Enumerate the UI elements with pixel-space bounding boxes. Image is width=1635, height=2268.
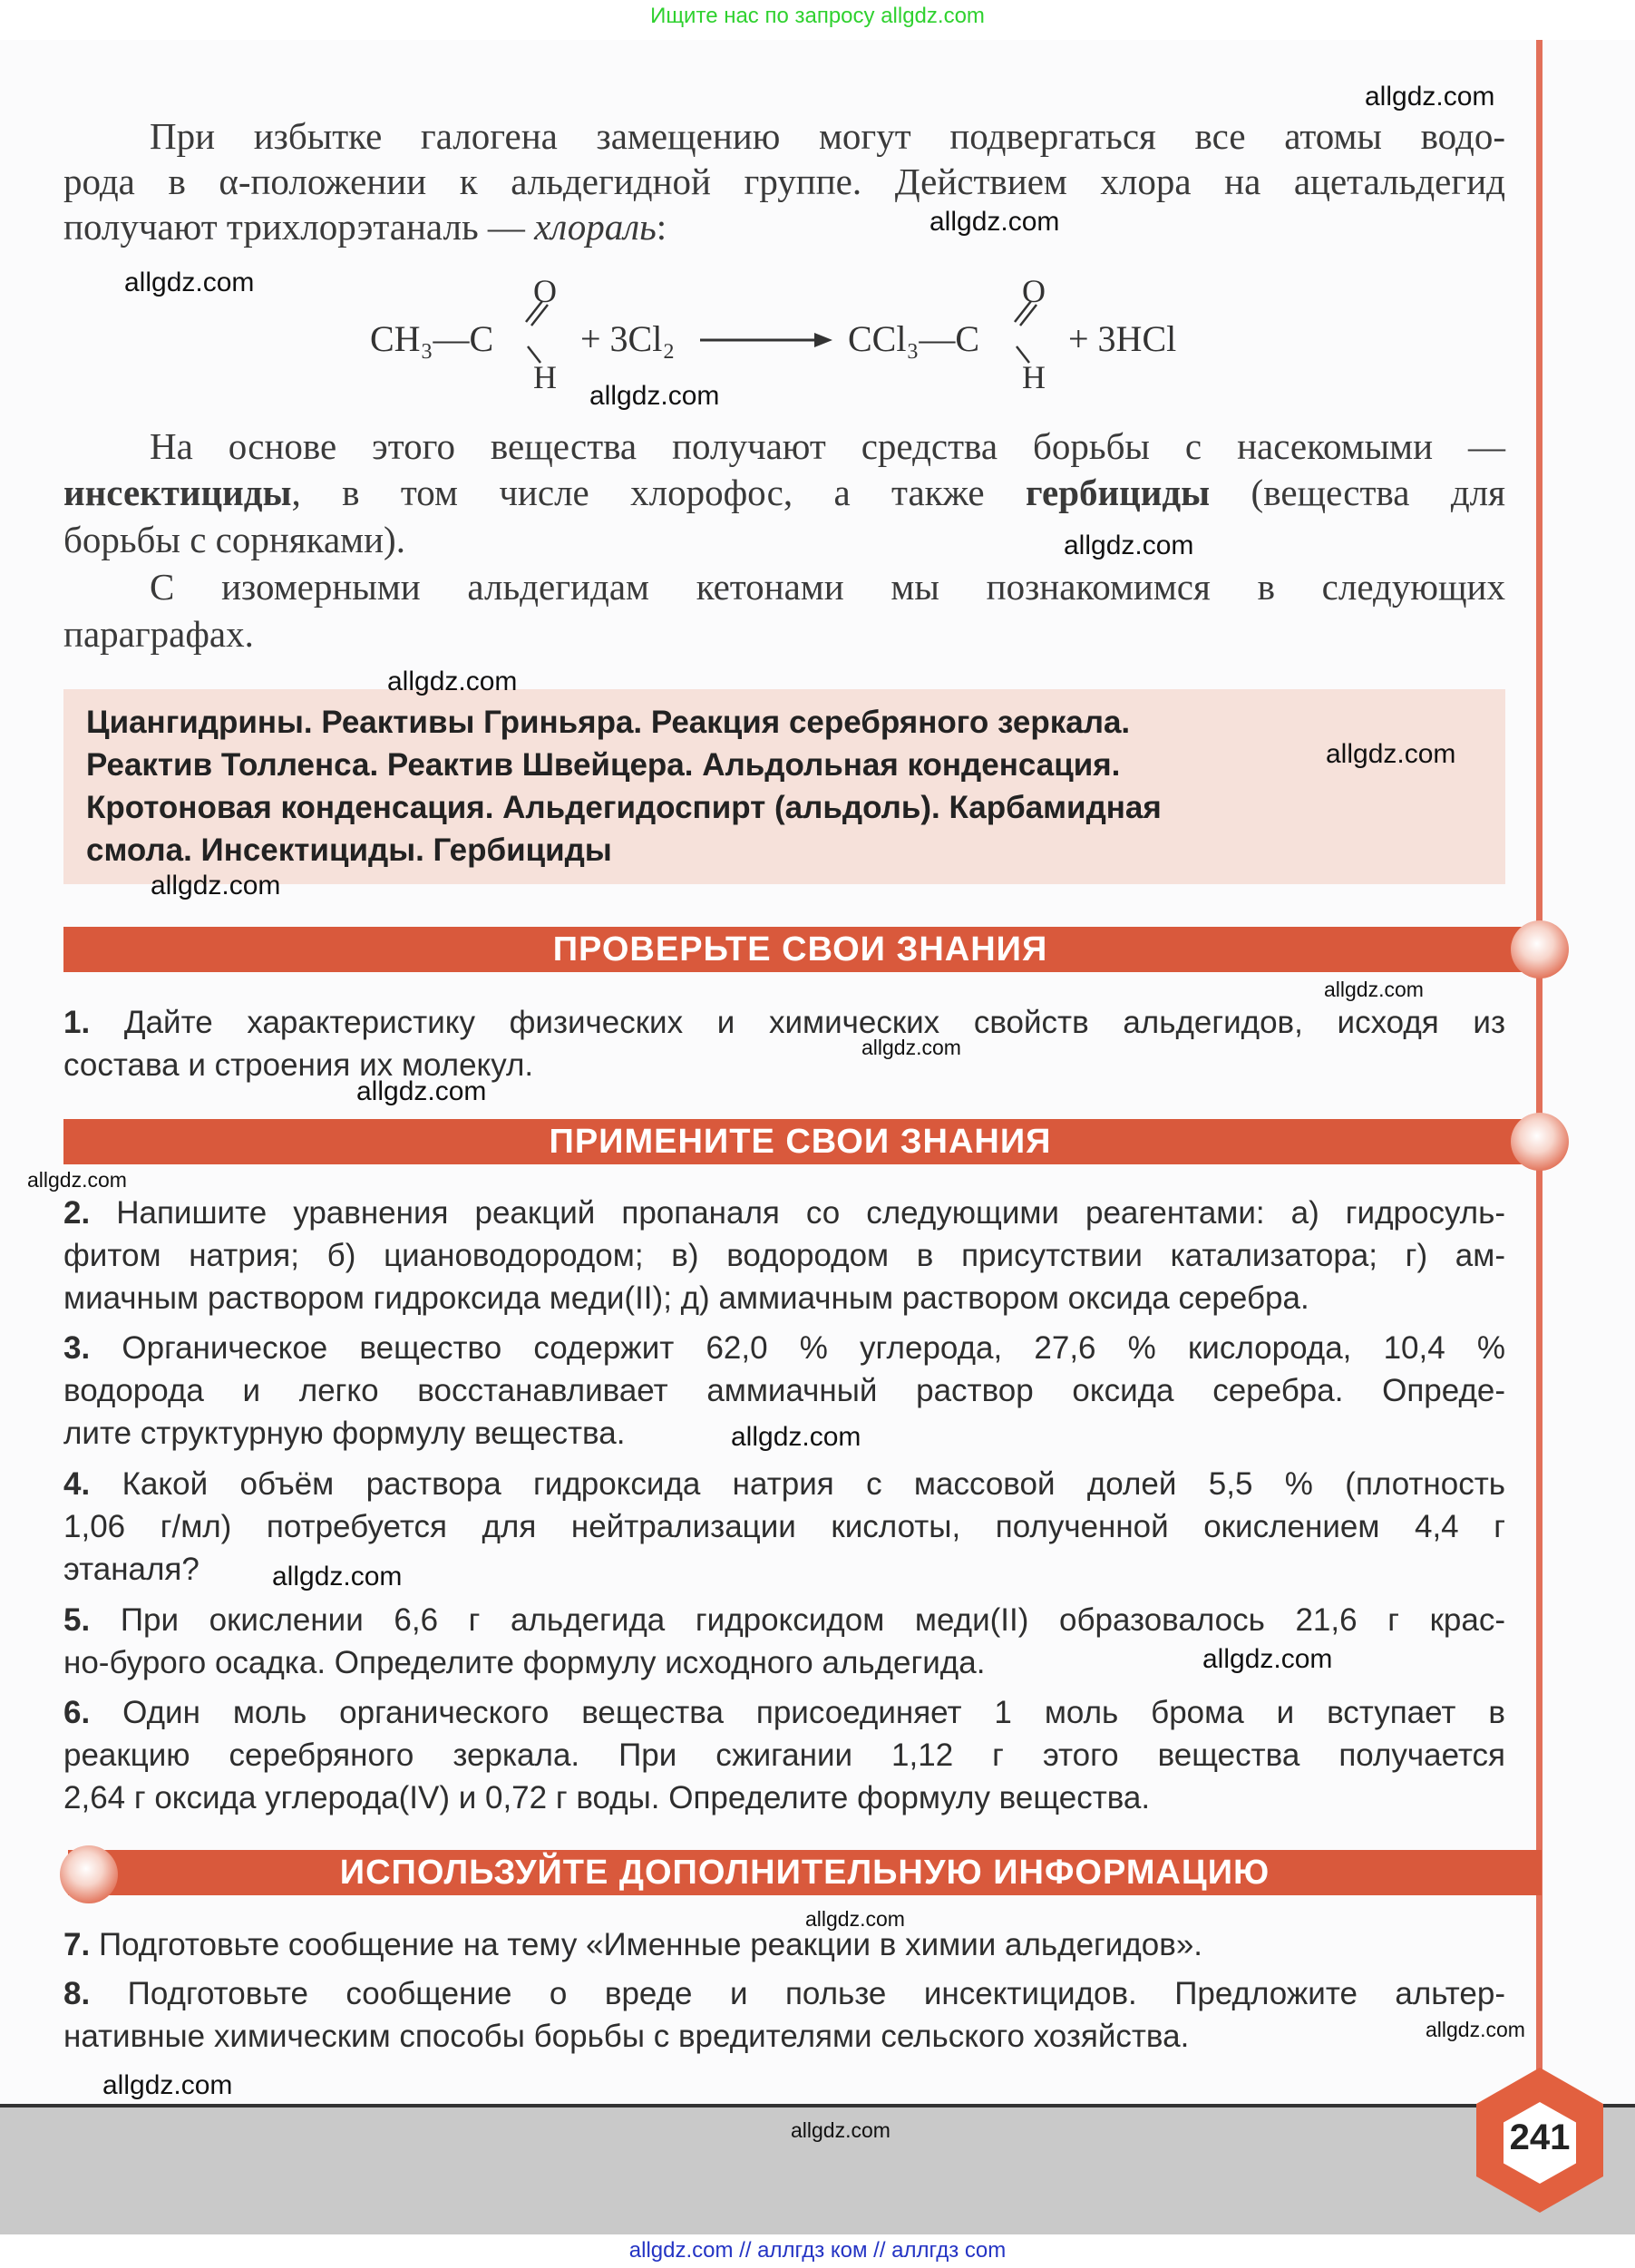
reagent: + 3Cl₂ xyxy=(580,318,676,359)
watermark: allgdz.com xyxy=(929,207,1060,237)
question-8-line xyxy=(63,2016,1505,2058)
oxygen-1: O xyxy=(533,273,557,309)
para2-mid: , в том числе хлорофос, а также xyxy=(291,472,1026,513)
para2-end: (вещества для xyxy=(1210,472,1505,513)
para1-line1: При избытке галогена замещению могут подвергаться все атомы водо- xyxy=(150,115,1505,157)
question-number: 8. xyxy=(63,1976,91,2011)
footer-links[interactable]: allgdz.com // аллгдз ком // аллгдз com xyxy=(628,2238,1007,2263)
bond-lines xyxy=(508,299,1143,381)
question-text: Дайте характеристику физических и химических свойств альдегидов, исходя из xyxy=(123,1005,1505,1040)
watermark: allgdz.com xyxy=(356,1076,487,1106)
watermark: allgdz.com xyxy=(1365,82,1495,112)
watermark: allgdz.com xyxy=(1202,1644,1333,1674)
question-4-line xyxy=(63,1506,1505,1548)
para3-line1: С изомерными альдегидам кетонами мы познакомимся в следующих xyxy=(150,566,1505,608)
para1-text: получают трихлорэтаналь — xyxy=(63,206,535,248)
watermark: allgdz.com xyxy=(124,268,255,297)
question-2-line xyxy=(63,1235,1505,1277)
question-text: Подготовьте сообщение о вреде и пользе инсектицидов. Предложите альтер- xyxy=(127,1976,1506,2011)
question-text: фитом натрия; б) циановодородом; в) водородом в присутствии катализатора; г) ам- xyxy=(63,1238,1505,1273)
question-number: 5. xyxy=(63,1602,91,1638)
question-text: лите структурную формулу вещества. xyxy=(63,1416,626,1451)
watermark: allgdz.com xyxy=(151,871,281,900)
question-text: 1,06 г/мл) потребуется для нейтрализации кислоты, полученной окислением 4,4 г xyxy=(63,1509,1505,1544)
para3-line2: параграфах. xyxy=(63,613,254,655)
question-6-line xyxy=(63,1735,1505,1776)
question-3-line xyxy=(63,1370,1505,1412)
reactant: CH₃—C xyxy=(370,318,494,359)
question-text: 2,64 г оксида углерода(IV) и 0,72 г воды. Определите формулу вещества. xyxy=(63,1780,1151,1815)
question-number: 4. xyxy=(63,1466,91,1502)
question-text: Какой объём раствора гидроксида натрия с массовой долей 5,5 % (плотность xyxy=(122,1466,1505,1502)
para1-line3 xyxy=(63,204,1505,249)
watermark: allgdz.com xyxy=(272,1562,403,1591)
question-2-line xyxy=(63,1192,1505,1234)
keywords-line: Реактив Толленса. Реактив Швейцера. Альдольная конденсация. xyxy=(86,747,1121,783)
watermark: allgdz.com xyxy=(387,667,518,696)
section-check-knowledge: ПРОВЕРЬТЕ СВОИ ЗНАНИЯ xyxy=(63,927,1537,972)
insecticides-term: инсектициды xyxy=(63,472,292,513)
question-text: Напишите уравнения реакций пропаналя со следующими реагентами: а) гидросуль- xyxy=(116,1195,1505,1231)
question-number: 3. xyxy=(63,1330,91,1366)
page-number: 241 xyxy=(1509,2117,1571,2157)
bullet-circle-icon xyxy=(1511,920,1569,978)
question-number: 6. xyxy=(63,1695,91,1730)
watermark: allgdz.com xyxy=(589,381,720,411)
watermark: allgdz.com xyxy=(805,1907,905,1931)
question-number: 2. xyxy=(63,1195,91,1231)
question-text: состава и строения их молекул. xyxy=(63,1047,534,1083)
keywords-line: Циангидрины. Реактивы Гриньяра. Реакция серебряного зеркала. xyxy=(86,705,1131,740)
watermark: allgdz.com xyxy=(861,1036,961,1059)
question-text: нативные химическим способы борьбы с вредителями сельского хозяйства. xyxy=(63,2019,1190,2054)
bullet-circle-icon xyxy=(60,1845,118,1903)
question-text: реакцию серебряного зеркала. При сжигании 1,12 г этого вещества получается xyxy=(63,1738,1505,1773)
hydrogen-1: H xyxy=(533,359,557,395)
top-banner[interactable]: Ищите нас по запросу allgdz.com xyxy=(650,4,985,28)
watermark: allgdz.com xyxy=(1426,2018,1525,2041)
keywords-line: смола. Инсектициды. Гербициды xyxy=(86,832,612,868)
para2-line3: борьбы с сорняками). xyxy=(63,519,405,560)
question-2-line xyxy=(63,1278,1505,1319)
question-text: но-бурого осадка. Определите формулу исходного альдегида. xyxy=(63,1645,986,1680)
para2-line2 xyxy=(63,470,1505,515)
question-number: 1. xyxy=(63,1005,91,1040)
question-6-line xyxy=(63,1777,1505,1819)
hydrogen-2: H xyxy=(1022,359,1046,395)
watermark: allgdz.com xyxy=(1326,739,1456,769)
question-text: При окислении 6,6 г альдегида гидроксидом меди(II) образовалось 21,6 г крас- xyxy=(120,1602,1505,1638)
watermark: allgdz.com xyxy=(1324,978,1424,1001)
question-text: Органическое вещество содержит 62,0 % углерода, 27,6 % кислорода, 10,4 % xyxy=(122,1330,1505,1366)
bullet-circle-icon xyxy=(1511,1113,1569,1171)
question-text: Подготовьте сообщение на тему «Именные реакции в химии альдегидов». xyxy=(98,1927,1203,1962)
byproduct: + 3HCl xyxy=(1068,318,1177,359)
watermark: allgdz.com xyxy=(27,1168,127,1192)
question-8-line xyxy=(63,1973,1505,2015)
question-5-line xyxy=(63,1600,1505,1641)
watermark: allgdz.com xyxy=(791,2118,890,2142)
keywords-line: Кротоновая конденсация. Альдегидоспирт (альдоль). Карбамидная xyxy=(86,790,1162,825)
question-1-line xyxy=(63,1002,1505,1044)
watermark: allgdz.com xyxy=(1064,530,1194,560)
para1-colon: : xyxy=(656,206,667,248)
watermark: allgdz.com xyxy=(731,1422,861,1452)
chloral-term: хлораль xyxy=(534,206,657,248)
herbicides-term: гербициды xyxy=(1025,472,1211,513)
section-additional-info: ИСПОЛЬЗУЙТЕ ДОПОЛНИТЕЛЬНУЮ ИНФОРМАЦИЮ xyxy=(68,1850,1542,1895)
question-3-line xyxy=(63,1328,1505,1369)
margin-line xyxy=(1536,40,1543,2098)
section-apply-knowledge: ПРИМЕНИТЕ СВОИ ЗНАНИЯ xyxy=(63,1119,1537,1164)
oxygen-2: O xyxy=(1022,273,1046,309)
product: CCl₃—C xyxy=(848,318,980,359)
question-text: этаналя? xyxy=(63,1552,200,1587)
question-6-line xyxy=(63,1692,1505,1734)
watermark: allgdz.com xyxy=(102,2070,233,2100)
question-4-line xyxy=(63,1464,1505,1505)
para1-line2: рода в α-положении к альдегидной группе. Действием хлора на ацетальдегид xyxy=(63,161,1505,202)
question-text: миачным раствором гидроксида меди(II); д) аммиачным раствором оксида серебра. xyxy=(63,1280,1309,1316)
question-7-line xyxy=(63,1924,1505,1966)
question-1-line xyxy=(63,1045,1505,1086)
para2-line1: На основе этого вещества получают средства борьбы с насекомыми — xyxy=(150,425,1505,467)
question-number: 7. xyxy=(63,1927,91,1962)
question-text: Один моль органического вещества присоединяет 1 моль брома и вступает в xyxy=(122,1695,1505,1730)
question-text: водорода и легко восстанавливает аммиачный раствор оксида серебра. Опреде- xyxy=(63,1373,1505,1408)
